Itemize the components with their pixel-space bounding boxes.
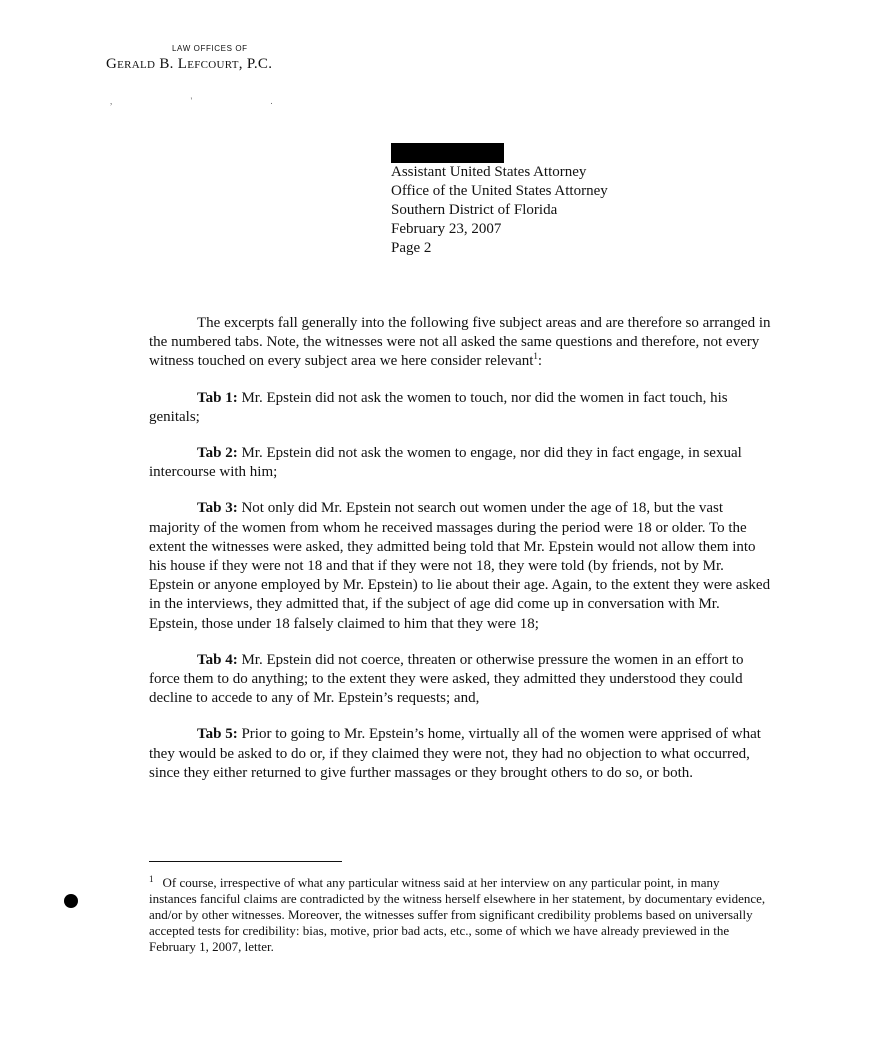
tab-label: Tab 1: [197, 389, 238, 406]
tab-text: Not only did Mr. Epstein not search out women under the age of 18, but the vast majority of the women from whom he received massages during the period were 18 or older. To the extent the witnesses were asked, they admitted being told that Mr. Epstein would not allow them into his house if they were not 18 and that if they were not 18, they were told (by friends, not by Mr. Epstein or anyone employed by Mr. Epstein) to lie about their age. Again, to the extent they were asked in the interviews, they admitted that, if the subject of age did come up in conversation with Mr. Epstein, those under 18 falsely claimed to him that they were 18; [149, 500, 771, 632]
tab-label: Tab 3: [197, 500, 238, 517]
tab-label: Tab 4: [197, 651, 238, 668]
firm-name: Gerald B. Lefcourt, P.C. [106, 56, 273, 72]
hole-punch-dot [64, 894, 78, 908]
addressee-line: Southern District of Florida [391, 202, 558, 218]
tab-text: Mr. Epstein did not ask the women to engage, nor did they in fact engage, in sexual intercourse with him; [149, 445, 742, 481]
tab-paragraph [149, 389, 771, 427]
tab-text: Mr. Epstein did not coerce, threaten or otherwise pressure the women in an effort to force them to do anything; to the extent they were asked, they admitted they understood they could decline to accede to any of Mr. Epstein’s requests; and, [149, 651, 744, 707]
letterhead-caption: LAW OFFICES OF [172, 44, 248, 53]
tab-label: Tab 2: [197, 445, 238, 462]
tab-paragraph [149, 444, 771, 482]
tab-paragraph [149, 725, 771, 783]
footnote-mark: 1 [149, 874, 154, 884]
intro-text: The excerpts fall generally into the following five subject areas and are therefore so arranged in the numbered tabs. Note, the witnesses were not all asked the same questions and therefore, not every witness touched on every subject area we here consider relevant [149, 315, 771, 370]
letter-body [149, 314, 771, 800]
addressee-line: Assistant United States Attorney [391, 164, 587, 180]
tab-text: Mr. Epstein did not ask the women to touch, nor did the women in fact touch, his genitals; [149, 389, 728, 425]
intro-paragraph [149, 314, 771, 372]
footnote-text: Of course, irrespective of what any particular witness said at her interview on any particular point, in many instances fanciful claims are contradicted by the witness herself elsewhere in her statement, by documentary evidence, and/or by other witnesses. Moreover, the witnesses suffer from significant credibility problems based on universally accepted tests for credibility: bias, motive, prior bad acts, etc., some of which we have already previewed in the February 1, 2007, letter. [149, 875, 766, 954]
tab-paragraph [149, 499, 771, 633]
redaction-bar [391, 143, 504, 163]
addressee-line: Office of the United States Attorney [391, 183, 608, 199]
letter-date: February 23, 2007 [391, 221, 502, 237]
addressee-block [391, 163, 608, 258]
footnote-reference: 1 [533, 351, 538, 362]
intro-end: : [537, 353, 543, 370]
tab-text: Prior to going to Mr. Epstein’s home, virtually all of the women were apprised of what they would be asked to do or, if they claimed they were not, they had no objection to what occurred, since they either returned to give further massages or they brought others to do so, or both. [149, 726, 761, 781]
tab-label: Tab 5: [197, 726, 238, 743]
scan-specks: , ' . [110, 96, 311, 106]
footnote-divider [149, 861, 342, 862]
footnote [149, 871, 769, 955]
page-number: Page 2 [391, 240, 432, 256]
tab-paragraph [149, 651, 771, 709]
